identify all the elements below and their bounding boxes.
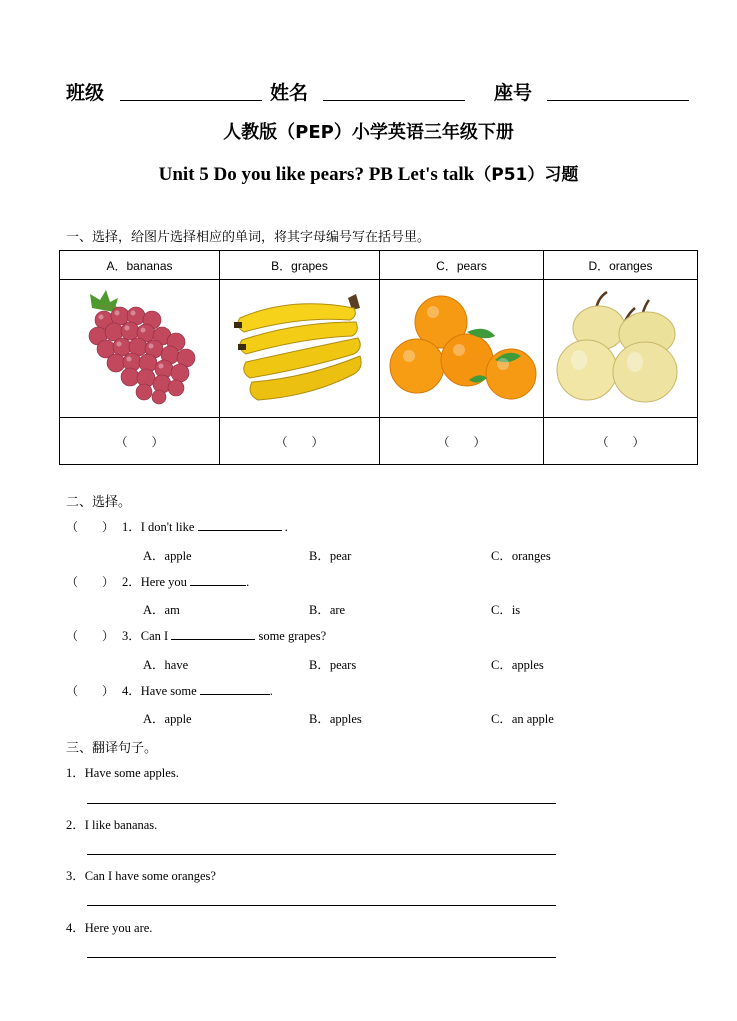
q4-text-post: . — [269, 684, 273, 698]
pears-image — [551, 286, 691, 411]
name-field[interactable] — [323, 100, 465, 101]
option-b-cell: B．grapes — [220, 251, 380, 280]
q1-answer-paren[interactable]: （ ） — [66, 520, 115, 534]
q1-text-pre: I don't like — [140, 520, 195, 534]
answer-a-paren[interactable]: （ ） — [60, 418, 220, 465]
q2-option-c: C．is — [491, 603, 521, 617]
translate-sentence-4: 4．Here you are. — [66, 921, 153, 935]
q1-option-b: B．pear — [309, 549, 352, 563]
q3-option-a: A．have — [143, 658, 189, 672]
q3-blank[interactable] — [171, 627, 255, 640]
q2-option-b: B．are — [309, 603, 346, 617]
q1-blank[interactable] — [198, 518, 282, 531]
option-c-cell: C．pears — [380, 251, 544, 280]
subtitle-chinese: （P51）习题 — [474, 165, 579, 185]
q1-option-c: C．oranges — [491, 549, 551, 563]
q4-text-pre: Have some — [140, 684, 197, 698]
q4-option-b: B．apples — [309, 712, 362, 726]
section1-heading: 一、选择，给图片选择相应的单词，将其字母编号写在括号里。 — [66, 230, 431, 245]
answer-b-paren[interactable]: （ ） — [220, 418, 380, 465]
oranges-image — [387, 286, 537, 411]
translate-sentence-2: 2．I like bananas. — [66, 818, 158, 832]
page-subtitle — [0, 160, 737, 186]
section2-heading: 二、选择。 — [66, 495, 132, 510]
page-title: 人教版（PEP）小学英语三年级下册 — [223, 122, 514, 143]
q4-blank[interactable] — [200, 682, 270, 695]
translate-sentence-3: 3．Can I have some oranges? — [66, 869, 216, 883]
subtitle-english: Unit 5 Do you like pears? PB Let's talk — [158, 164, 475, 185]
grapes-image-cell — [60, 280, 220, 418]
name-label: 姓名 — [270, 82, 309, 104]
q3-answer-paren[interactable]: （ ） — [66, 629, 115, 643]
option-d-cell: D．oranges — [544, 251, 698, 280]
q4-option-a: A．apple — [143, 712, 192, 726]
q3-stem — [122, 626, 326, 644]
translate-answer-line-1[interactable] — [87, 803, 556, 804]
pears-image-cell — [544, 280, 698, 418]
grapes-image — [70, 286, 210, 411]
q2-text-post: . — [246, 575, 250, 589]
q3-text-post: some grapes? — [258, 629, 327, 643]
answer-d-paren[interactable]: （ ） — [544, 418, 698, 465]
q3-option-b: B．pears — [309, 658, 357, 672]
class-label: 班级 — [66, 82, 105, 104]
q3-number: 3． — [122, 629, 141, 643]
q2-blank[interactable] — [190, 573, 246, 586]
translate-sentence-1: 1．Have some apples. — [66, 766, 179, 780]
q2-text-pre: Here you — [140, 575, 187, 589]
oranges-image-cell — [380, 280, 544, 418]
translate-answer-line-4[interactable] — [87, 957, 556, 958]
q4-option-c: C．an apple — [491, 712, 554, 726]
seat-label: 座号 — [494, 82, 533, 104]
seat-field[interactable] — [547, 100, 689, 101]
bananas-image-cell — [220, 280, 380, 418]
bananas-image — [230, 286, 370, 411]
q2-answer-paren[interactable]: （ ） — [66, 575, 115, 589]
q1-text-post: . — [284, 520, 288, 534]
option-a-cell: A．bananas — [60, 251, 220, 280]
q2-option-a: A．am — [143, 603, 180, 617]
q4-number: 4． — [122, 684, 141, 698]
q4-answer-paren[interactable]: （ ） — [66, 684, 115, 698]
class-field[interactable] — [120, 100, 262, 101]
q2-stem — [122, 572, 249, 590]
q3-option-c: C．apples — [491, 658, 544, 672]
answer-c-paren[interactable]: （ ） — [380, 418, 544, 465]
q1-stem — [122, 517, 288, 535]
fruit-table — [59, 250, 698, 465]
section3-heading: 三、翻译句子。 — [66, 741, 158, 756]
translate-answer-line-2[interactable] — [87, 854, 556, 855]
q3-text-pre: Can I — [140, 629, 169, 643]
q2-number: 2． — [122, 575, 141, 589]
q1-option-a: A．apple — [143, 549, 192, 563]
translate-answer-line-3[interactable] — [87, 905, 556, 906]
q4-stem — [122, 681, 273, 699]
q1-number: 1． — [122, 520, 141, 534]
